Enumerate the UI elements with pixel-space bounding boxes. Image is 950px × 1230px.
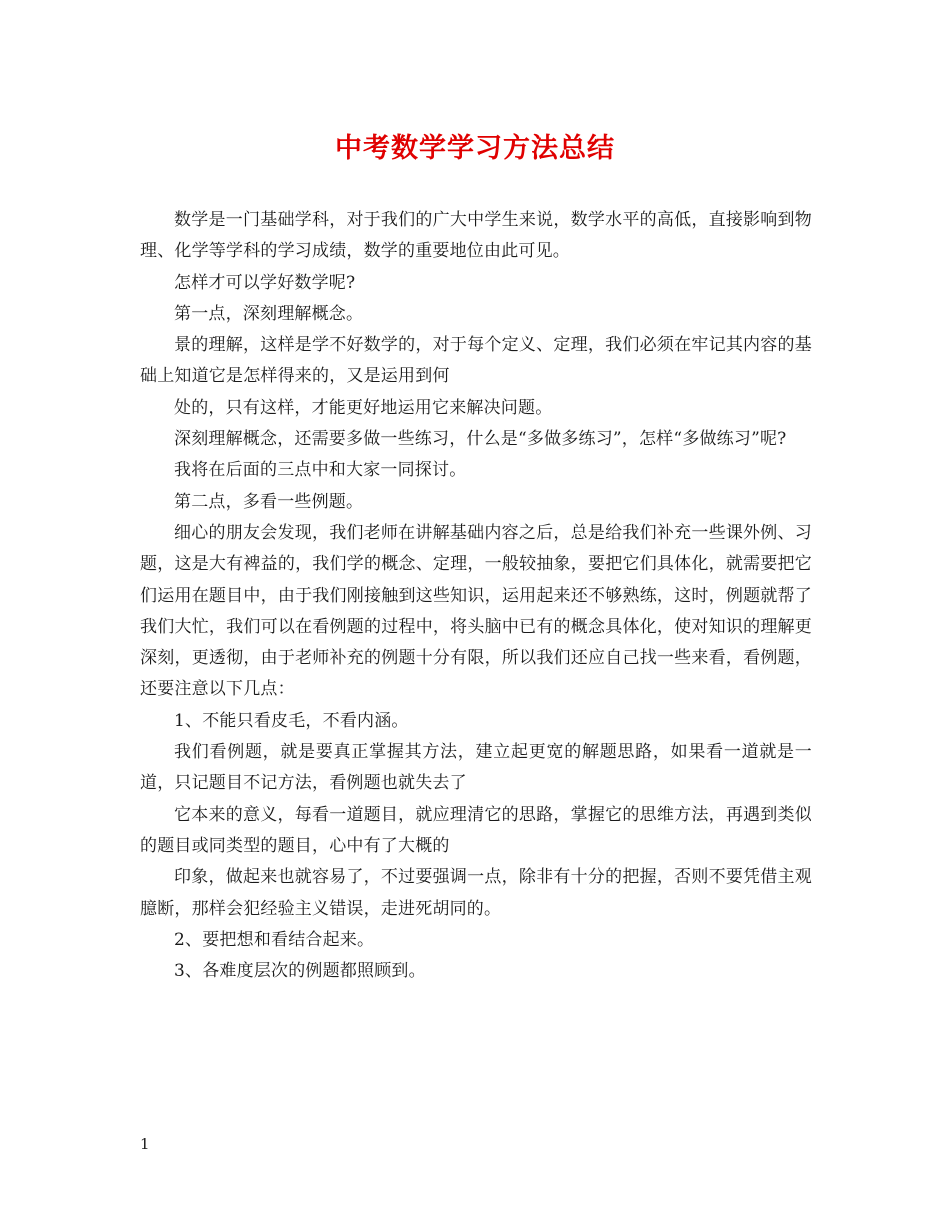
paragraph: 它本来的意义，每看一道题目，就应理清它的思路，掌握它的思维方法，再遇到类似的题目或同类型的题目，心中有了大概的 xyxy=(140,804,812,856)
paragraph: 我们看例题，就是要真正掌握其方法，建立起更宽的解题思路，如果看一道就是一道，只记题目不记方法，看例题也就失去了 xyxy=(140,742,812,794)
paragraph: 细心的朋友会发现，我们老师在讲解基础内容之后，总是给我们补充一些课外例、习题，这是大有裨益的，我们学的概念、定理，一般较抽象，要把它们具体化，就需要把它们运用在题目中，由于我们刚接触到这些知识，运用起来还不够熟练，这时，例题就帮了我们大忙，我们可以在看例题的过程中，将头脑中已有的概念具体化，使对知识的理解更深刻，更透彻，由于老师补充的例题十分有限，所以我们还应自己找一些来看，看例题，还要注意以下几点： xyxy=(140,522,812,700)
document-title: 中考数学学习方法总结 xyxy=(335,133,615,164)
paragraph: 1、不能只看皮毛，不看内涵。 xyxy=(174,710,409,731)
paragraph: 数学是一门基础学科，对于我们的广大中学生来说，数学水平的高低，直接影响到物理、化学等学科的学习成绩，数学的重要地位由此可见。 xyxy=(140,210,812,262)
paragraph: 印象，做起来也就容易了，不过要强调一点，除非有十分的把握，否则不要凭借主观臆断，那样会犯经验主义错误，走进死胡同的。 xyxy=(140,867,812,919)
document-body xyxy=(140,205,812,987)
paragraph: 处的，只有这样，才能更好地运用它来解决问题。 xyxy=(174,397,553,418)
paragraph: 3、各难度层次的例题都照顾到。 xyxy=(174,961,426,982)
paragraph: 景的理解，这样是学不好数学的，对于每个定义、定理，我们必须在牢记其内容的基础上知道它是怎样得来的，又是运用到何 xyxy=(140,335,812,387)
paragraph: 我将在后面的三点中和大家一同探讨。 xyxy=(174,460,467,481)
paragraph: 第二点，多看一些例题。 xyxy=(174,491,364,512)
paragraph: 怎样才可以学好数学呢? xyxy=(174,272,356,293)
paragraph: 深刻理解概念，还需要多做一些练习，什么是“多做多练习”，怎样“多做练习”呢? xyxy=(174,429,787,450)
paragraph: 第一点，深刻理解概念。 xyxy=(174,303,364,324)
page-number: 1 xyxy=(140,1135,150,1153)
paragraph: 2、要把想和看结合起来。 xyxy=(174,929,375,950)
